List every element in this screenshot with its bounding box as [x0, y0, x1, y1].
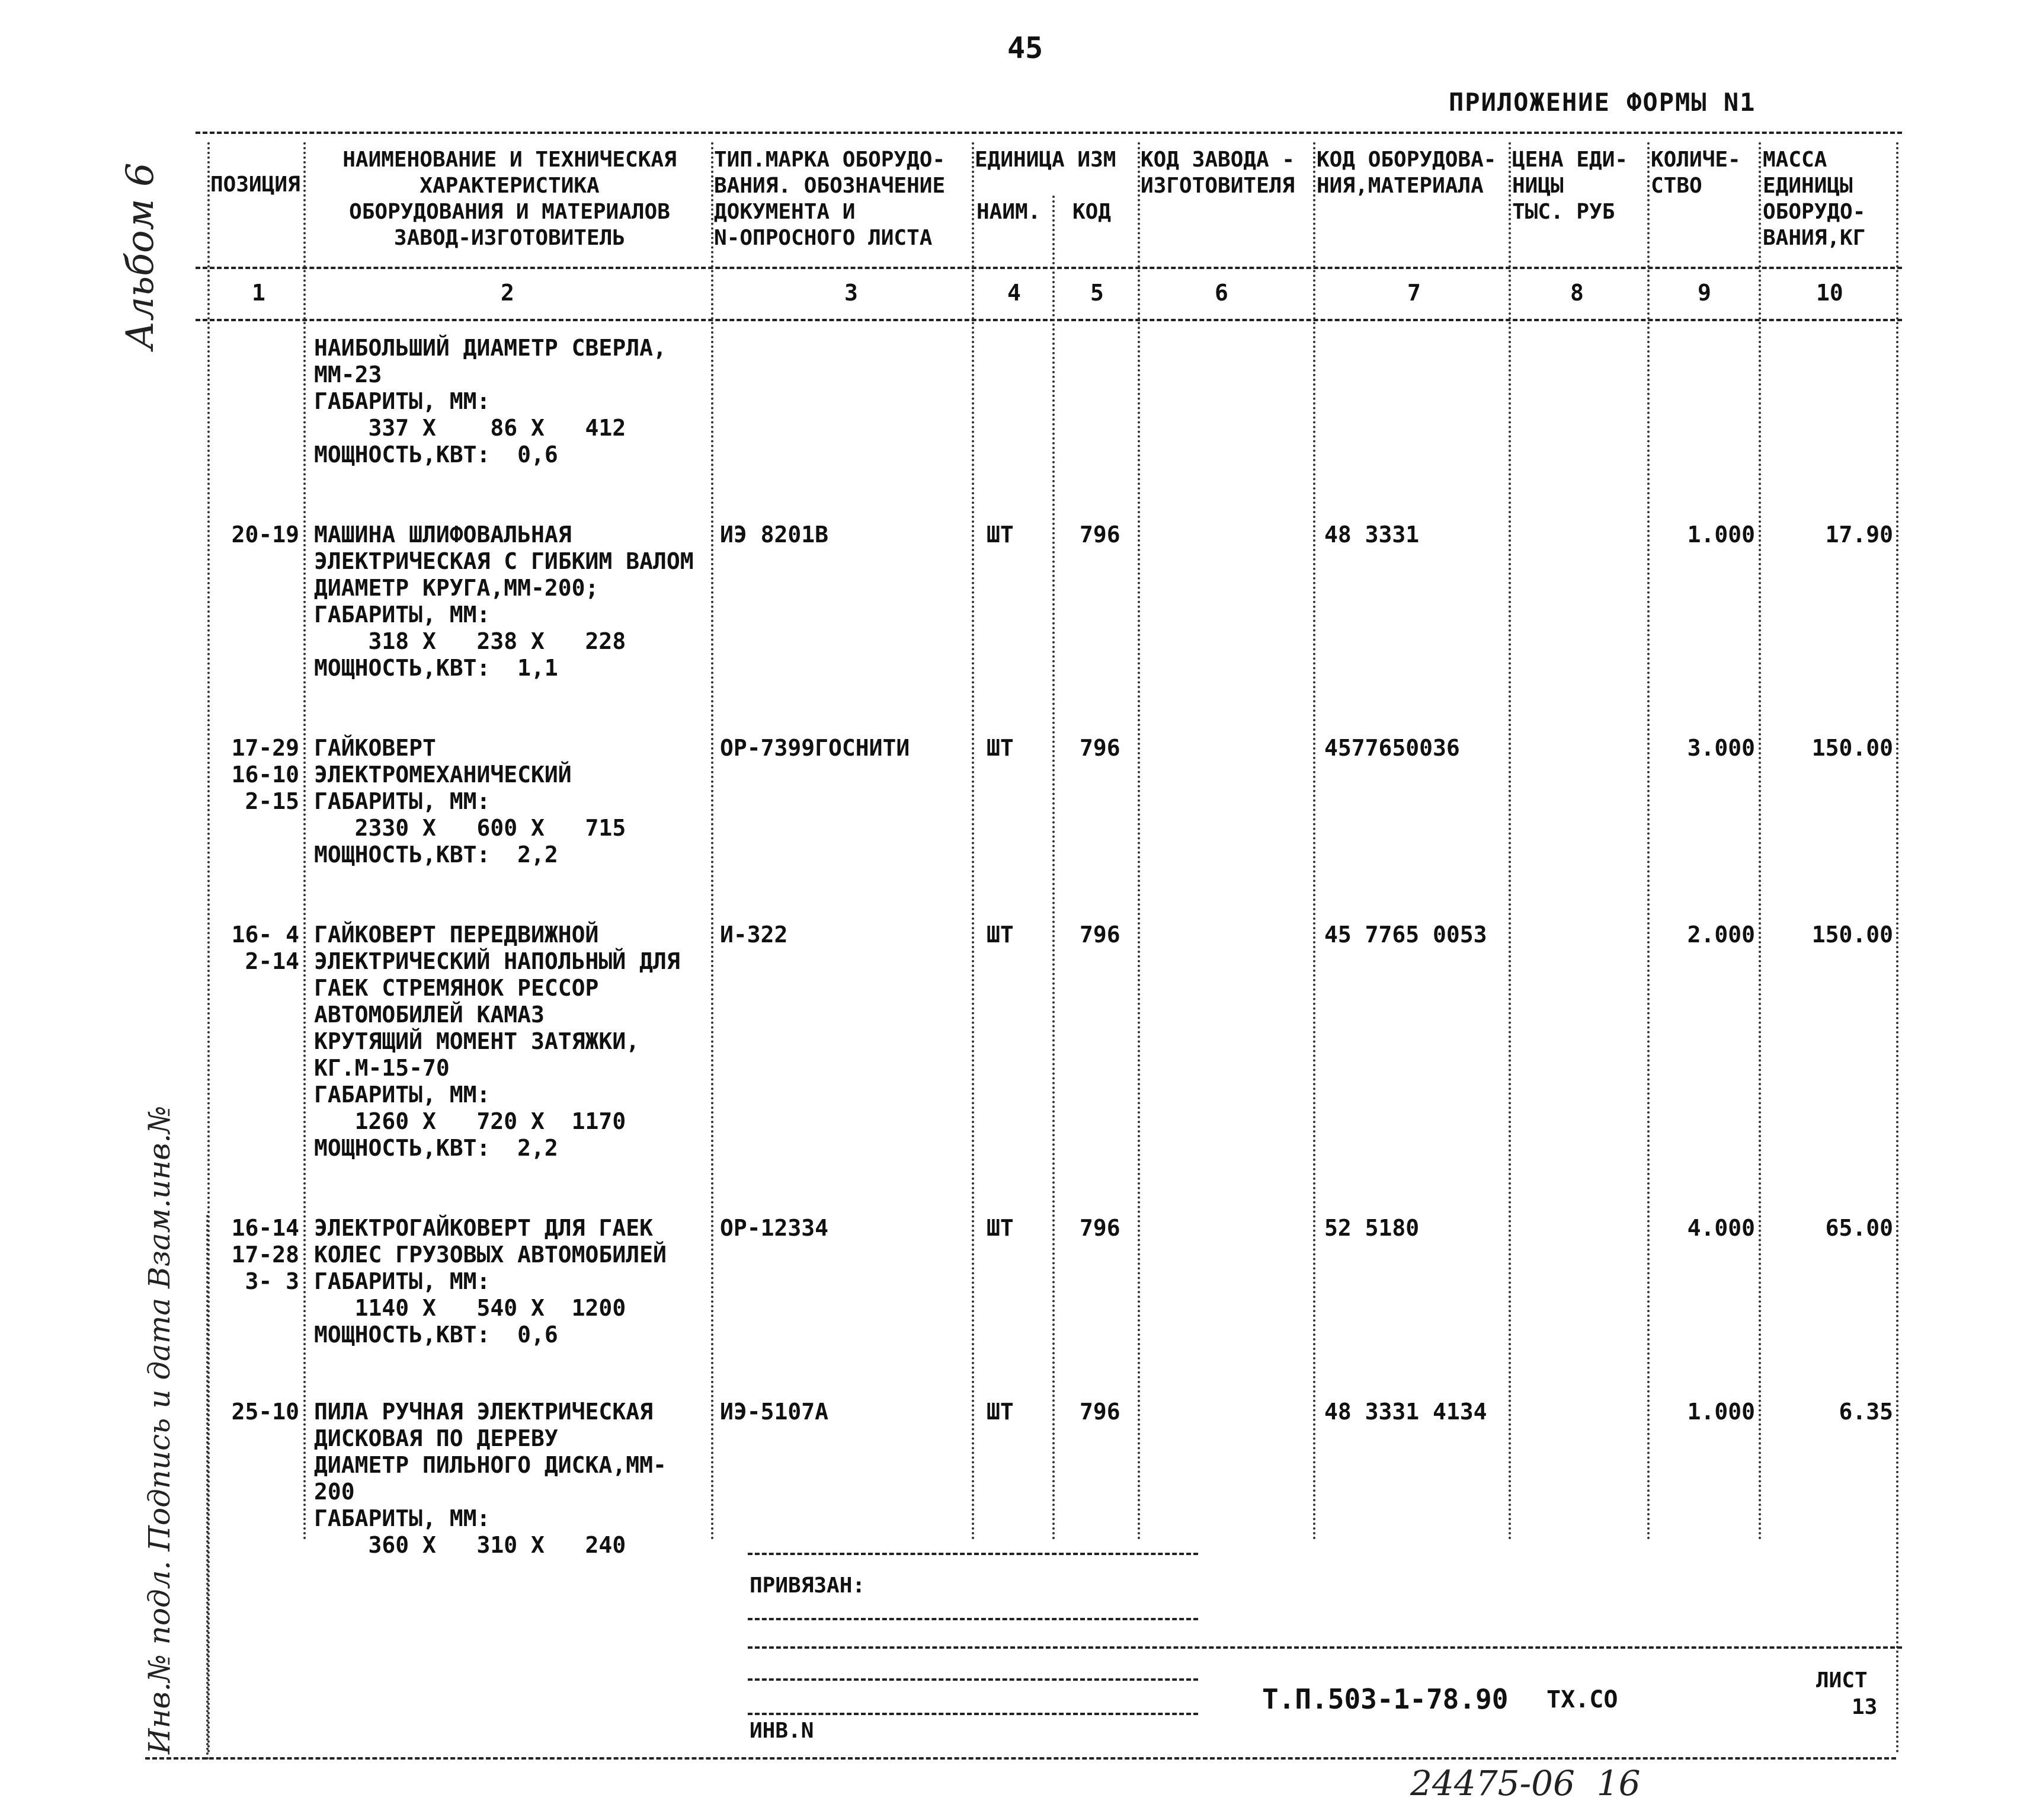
header-type: ТИП.МАРКА ОБОРУДО- ВАНИЯ. ОБОЗНАЧЕНИЕ ДОКУМЕНТА И N-ОПРОСНОГО ЛИСТА [714, 148, 946, 250]
row-description: ГАЙКОВЕРТ ЭЛЕКТРОМЕХАНИЧЕСКИЙ ГАБАРИТЫ, ММ: 2330 X 600 X 715 МОЩНОСТЬ,КВТ: 2,2 [314, 735, 626, 868]
stamp-rule [748, 1646, 1902, 1649]
row-mass: 65.00 [1825, 1215, 1893, 1241]
stamp-inv: ИНВ.N [750, 1719, 814, 1743]
row-mass: 150.00 [1811, 922, 1893, 948]
col-separator [1759, 142, 1761, 1541]
col-separator [1896, 142, 1898, 1754]
row-mass: 17.90 [1825, 522, 1893, 548]
row-position: 16-14 17-28 3- 3 [231, 1215, 299, 1294]
bottom-handwritten-number: 24475-06 16 [1410, 1763, 1641, 1803]
header-name: НАИМЕНОВАНИЕ И ТЕХНИЧЕСКАЯ ХАРАКТЕРИСТИКА ОБОРУДОВАНИЯ И МАТЕРИАЛОВ ЗАВОД-ИЗГОТОВИТЕЛЬ [342, 148, 677, 250]
col-separator [1138, 142, 1140, 1541]
col-number: 10 [1816, 280, 1843, 306]
page-number: 45 [1007, 31, 1043, 65]
header-position: ПОЗИЦИЯ [210, 172, 300, 197]
row-unit-code: 796 [1080, 1215, 1120, 1241]
side-stamp-handwritten: Инв.№ подл. Подпись и дата Взам.инв.№ [142, 1105, 177, 1754]
row-type: ОР-12334 [720, 1215, 829, 1241]
col-number: 3 [844, 280, 858, 306]
col-separator [303, 142, 306, 1541]
row-unit-code: 796 [1080, 735, 1120, 761]
row-equipment-code: 4577650036 [1324, 735, 1460, 761]
header-mass: МАССА ЕДИНИЦЫ ОБОРУДО- ВАНИЯ,КГ [1763, 148, 1866, 250]
appendix-title: ПРИЛОЖЕНИЕ ФОРМЫ N1 [1449, 88, 1756, 117]
col-number: 2 [501, 280, 514, 306]
col-separator [1647, 142, 1650, 1541]
row-type: ИЭ-5107А [720, 1399, 829, 1425]
header-unit-code: КОД [1072, 200, 1112, 224]
stamp-sheet-number: 13 [1852, 1695, 1878, 1719]
row-unit: ШТ [987, 1399, 1014, 1425]
col-separator [1052, 196, 1055, 1541]
row-description: ПИЛА РУЧНАЯ ЭЛЕКТРИЧЕСКАЯ ДИСКОВАЯ ПО ДЕРЕВУ ДИАМЕТР ПИЛЬНОГО ДИСКА,ММ- 200 ГАБАРИТЫ, ММ: 360 X 310 X 240 [314, 1399, 667, 1558]
row-quantity: 4.000 [1687, 1215, 1755, 1241]
stamp-rule [748, 1678, 1198, 1681]
header-top-rule [196, 132, 1902, 134]
col-number: 7 [1407, 280, 1421, 306]
header-factory-code: КОД ЗАВОДА - ИЗГОТОВИТЕЛЯ [1141, 148, 1295, 198]
header-bottom-rule [196, 267, 1902, 269]
row-position: 20-19 [231, 522, 299, 548]
stamp-rule [748, 1713, 1198, 1715]
row-equipment-code: 48 3331 4134 [1324, 1399, 1487, 1425]
colnum-bottom-rule [196, 319, 1902, 321]
row-type: ИЭ 8201В [720, 522, 829, 548]
row-quantity: 2.000 [1687, 922, 1755, 948]
row-mass: 150.00 [1811, 735, 1893, 761]
album-handwritten: Альбом 6 [119, 162, 162, 350]
row-type: И-322 [720, 922, 788, 948]
row-equipment-code: 48 3331 [1324, 522, 1420, 548]
row-quantity: 1.000 [1687, 522, 1755, 548]
row-type: ОР-7399ГОСНИТИ [720, 735, 910, 761]
row-quantity: 3.000 [1687, 735, 1755, 761]
col-separator [1313, 142, 1315, 1541]
stamp-privyazan: ПРИВЯЗАН: [750, 1573, 866, 1598]
stamp-doc-code: Т.П.503-1-78.90 [1262, 1683, 1509, 1715]
row-description: ЭЛЕКТРОГАЙКОВЕРТ ДЛЯ ГАЕК КОЛЕС ГРУЗОВЫХ АВТОМОБИЛЕЙ ГАБАРИТЫ, ММ: 1140 X 540 X 1200 МОЩНОСТЬ,КВТ: 0,6 [314, 1215, 667, 1348]
row-description: ГАЙКОВЕРТ ПЕРЕДВИЖНОЙ ЭЛЕКТРИЧЕСКИЙ НАПОЛЬНЫЙ ДЛЯ ГАЕК СТРЕМЯНОК РЕССОР АВТОМОБИЛЕЙ КАМАЗ КРУТЯЩИЙ МОМЕНТ ЗАТЯЖКИ, КГ.М-15-70 ГАБАРИТЫ, ММ: 1260 X 720 X 1170 МОЩНОСТЬ,КВТ: 2,2 [314, 922, 680, 1161]
row-unit-code: 796 [1080, 1399, 1120, 1425]
stamp-sheet-label: ЛИСТ [1816, 1668, 1868, 1693]
header-quantity: КОЛИЧЕ- СТВО [1651, 148, 1741, 198]
stamp-top-rule [748, 1553, 1198, 1555]
col-number: 6 [1215, 280, 1228, 306]
col-separator [972, 142, 974, 1541]
row-unit-code: 796 [1080, 922, 1120, 948]
col-separator [1509, 142, 1511, 1541]
row-equipment-code: 52 5180 [1324, 1215, 1420, 1241]
row-description: МАШИНА ШЛИФОВАЛЬНАЯ ЭЛЕКТРИЧЕСКАЯ С ГИБКИМ ВАЛОМ ДИАМЕТР КРУГА,ММ-200; ГАБАРИТЫ, ММ: 318 X 238 X 228 МОЩНОСТЬ,КВТ: 1,1 [314, 522, 694, 681]
page-bottom-rule [145, 1757, 1896, 1760]
row-unit: ШТ [987, 922, 1014, 948]
row-unit: ШТ [987, 1215, 1014, 1241]
stamp-rule [748, 1618, 1198, 1620]
col-number: 8 [1570, 280, 1584, 306]
header-unit: ЕДИНИЦА ИЗМ [975, 148, 1116, 172]
row-position: 17-29 16-10 2-15 [231, 735, 299, 814]
row-position: 25-10 [231, 1399, 299, 1425]
row-quantity: 1.000 [1687, 1399, 1755, 1425]
row-unit-code: 796 [1080, 522, 1120, 548]
col-separator [711, 142, 713, 1541]
col-number: 5 [1090, 280, 1104, 306]
header-equipment-code: КОД ОБОРУДОВА- НИЯ,МАТЕРИАЛА [1317, 148, 1497, 198]
row-unit: ШТ [987, 522, 1014, 548]
header-unit-name: НАИМ. [976, 200, 1041, 224]
stamp-doc-section: ТХ.СО [1546, 1686, 1618, 1713]
row-position: 16- 4 2-14 [231, 922, 299, 974]
col-number: 4 [1007, 280, 1021, 306]
col-number: 9 [1698, 280, 1711, 306]
header-price: ЦЕНА ЕДИ- НИЦЫ ТЫС. РУБ [1512, 148, 1628, 224]
row-equipment-code: 45 7765 0053 [1324, 922, 1487, 948]
col-number: 1 [252, 280, 265, 306]
row-description: НАИБОЛЬШИЙ ДИАМЕТР СВЕРЛА, ММ-23 ГАБАРИТЫ, ММ: 337 X 86 X 412 МОЩНОСТЬ,КВТ: 0,6 [314, 335, 667, 468]
row-mass: 6.35 [1839, 1399, 1893, 1425]
row-unit: ШТ [987, 735, 1014, 761]
